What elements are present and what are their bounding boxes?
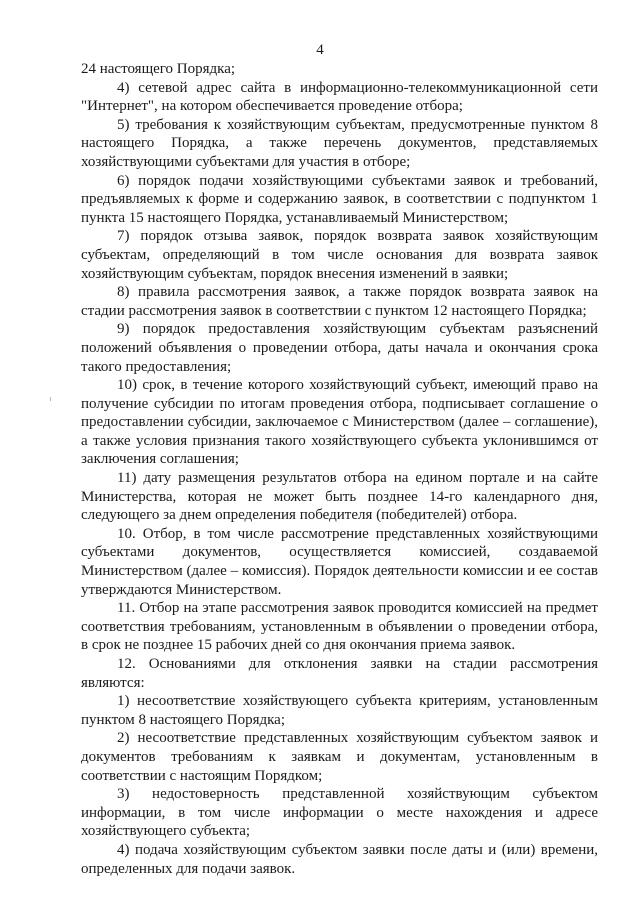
paragraph-item-8: 8) правила рассмотрения заявок, а также порядок возврата заявок на стадии рассмотрения заявок в соответствии с пунктом 12 настоящего Порядка;	[81, 284, 598, 319]
paragraph-section-11: 11. Отбор на этапе рассмотрения заявок проводится комиссией на предмет соответствия требованиям, установленным в объявлении о проведении отбора, в срок не позднее 15 рабочих дней со дня окончания приема заявок.	[81, 600, 598, 654]
paragraph-reason-3: 3) недостоверность представленной хозяйствующим субъектом информации, в том числе информации о месте нахождения и адресе хозяйствующего субъекта;	[81, 786, 598, 840]
paragraph-item-7: 7) порядок отзыва заявок, порядок возврата заявок хозяйствующим субъектам, определяющий в том числе основания для возврата заявок хозяйствующим субъектам, порядок внесения изменений в заявки;	[81, 228, 598, 282]
paragraph-reason-1: 1) несоответствие хозяйствующего субъекта критериям, установленным пунктом 8 настоящего Порядка;	[81, 693, 598, 728]
paragraph-item-11: 11) дату размещения результатов отбора на едином портале и на сайте Министерства, которая не может быть позднее 14-го календарного дня, следующего за днем определения победителя (победителей) отбора.	[81, 470, 598, 524]
page-number: 4	[316, 42, 324, 58]
paragraph-item-6: 6) порядок подачи хозяйствующими субъектами заявок и требований, предъявляемых к форме и содержанию заявок, в соответствии с подпунктом 1 пункта 15 настоящего Порядка, устанавливаемый Министерством;	[81, 172, 598, 226]
paragraph-item-4: 4) сетевой адрес сайта в информационно-телекоммуникационной сети "Интернет", на котором обеспечивается проведение отбора;	[81, 79, 598, 115]
paragraph-item-5: 5) требования к хозяйствующим субъектам, предусмотренные пунктом 8 настоящего Порядка, а также перечень документов, представляемых хозяйствующими субъектами для участия в отборе;	[81, 116, 598, 170]
paragraph-reason-2: 2) несоответствие представленных хозяйствующим субъектом заявок и документов требованиям к заявкам и документам, установленным в соответствии с настоящим Порядком;	[81, 730, 598, 784]
paragraph-item-10: 10) срок, в течение которого хозяйствующий субъект, имеющий право на получение субсидии по итогам проведения отбора, подписывает соглашение о предоставлении субсидии, заключаемое с Министерством (далее – соглашение), а также условия признания такого хозяйствующего субъекта уклонившимся от заключения соглашения;	[81, 377, 598, 468]
paragraph-item-9: 9) порядок предоставления хозяйствующим субъектам разъяснений положений объявления о проведении отбора, даты начала и окончания срока такого предоставления;	[81, 321, 598, 375]
paragraph-section-10: 10. Отбор, в том числе рассмотрение представленных хозяйствующими субъектами документов, осуществляется комиссией, создаваемой Министерством (далее – комиссия). Порядок деятельности комиссии и ее состав утверждаются Министерством.	[81, 525, 598, 598]
paragraph-section-12: 12. Основаниями для отклонения заявки на стадии рассмотрения являются:	[81, 656, 598, 691]
document-body	[81, 60, 598, 878]
scan-margin-mark	[50, 397, 51, 401]
paragraph-continuation: 24 настоящего Порядка;	[81, 61, 236, 77]
paragraph-reason-4: 4) подача хозяйствующим субъектом заявки после даты и (или) времени, определенных для подачи заявок.	[81, 841, 598, 877]
